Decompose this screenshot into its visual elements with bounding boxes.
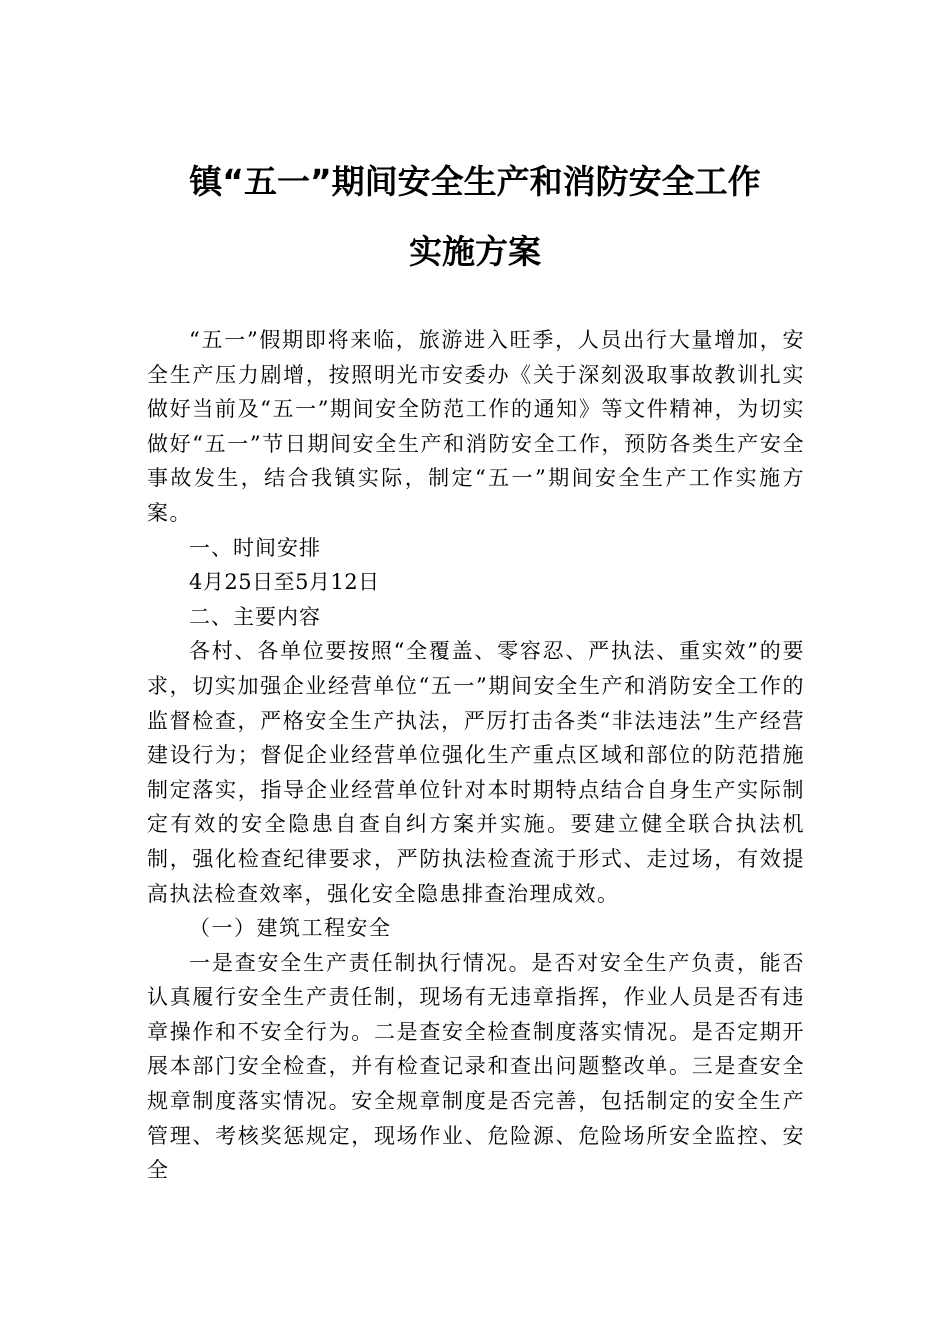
main-content-paragraph: 各村、各单位要按照“全覆盖、零容忍、严执法、重实效”的要求，切实加强企业经营单位“五一”期间安全生产和消防安全工作的监督检查，严格安全生产执法，严厉打击各类“非法违法”生产经营建设行为；督促企业经营单位强化生产重点区域和部位的防范措施制定落实，指导企业经营单位针对本时期特点结合自身生产实际制定有效的安全隐患自查自纠方案并实施。要建立健全联合执法机制，强化检查纪律要求，严防执法检查流于形式、走过场，有效提高执法检查效率，强化安全隐患排查治理成效。 [147,639,805,906]
document-body [147,323,805,1188]
schedule-dates: 4月25日至5月12日 [189,570,380,595]
section-heading-main-content: 二、主要内容 [189,604,321,629]
construction-paragraph: 一是查安全生产责任制执行情况。是否对安全生产负责，能否认真履行安全生产责任制，现场有无违章指挥，作业人员是否有违章操作和不安全行为。二是查安全检查制度落实情况。是否定期开展本部门安全检查，并有检查记录和查出问题整改单。三是查安全规章制度落实情况。安全规章制度是否完善，包括制定的安全生产管理、考核奖惩规定，现场作业、危险源、危险场所安全监控、安全 [147,950,805,1183]
subsection-heading-construction: （一）建筑工程安全 [189,916,392,941]
intro-paragraph: “五一”假期即将来临，旅游进入旺季，人员出行大量增加，安全生产压力剧增，按照明光市安委办《关于深刻汲取事故教训扎实做好当前及“五一”期间安全防范工作的通知》等文件精神，为切实做好“五一”节日期间安全生产和消防安全工作，预防各类生产安全事故发生，结合我镇实际，制定“五一”期间安全生产工作实施方案。 [147,328,805,525]
document-title-line-1: 镇“五一”期间安全生产和消防安全工作 [189,162,761,201]
section-heading-schedule: 一、时间安排 [189,535,321,560]
document-title-line-2: 实施方案 [409,232,541,271]
